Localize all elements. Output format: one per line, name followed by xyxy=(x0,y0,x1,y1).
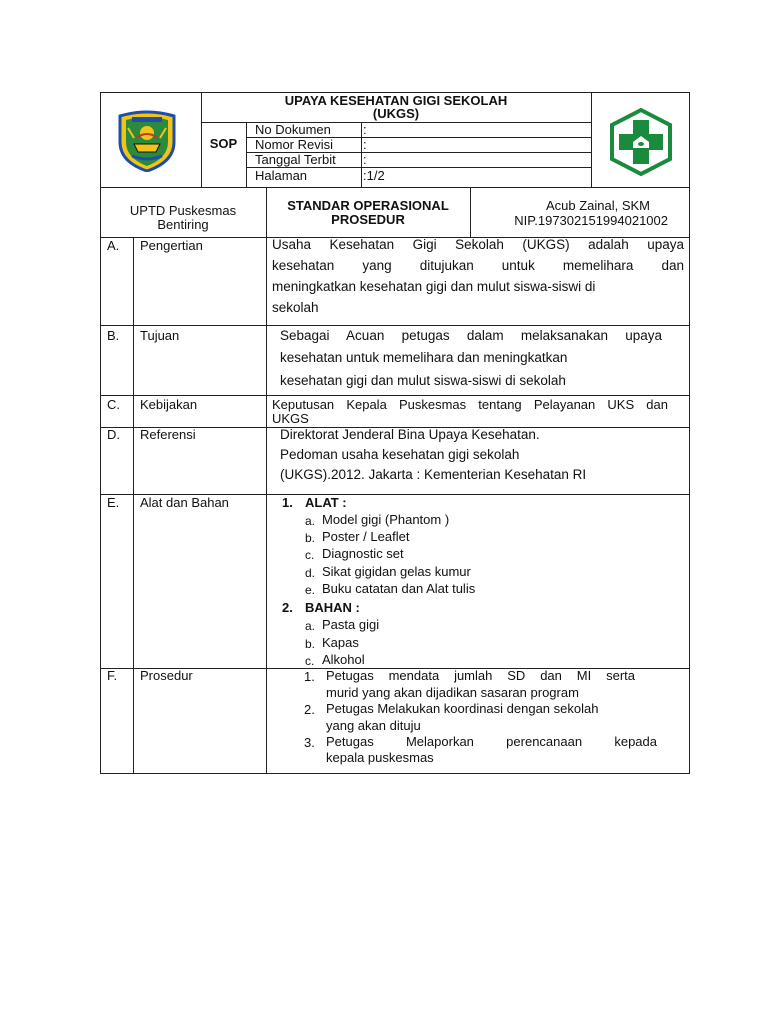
section-a-line: sekolah xyxy=(272,300,319,315)
section-d-line: Direktorat Jenderal Bina Upaya Kesehatan. xyxy=(280,427,540,442)
procedure-step-number: 1. xyxy=(304,669,315,684)
bahan-item-marker: a. xyxy=(305,619,316,633)
procedure-step: murid yang akan dijadikan sasaran program xyxy=(326,685,579,700)
signatory-name: Acub Zainal, SKM xyxy=(545,198,650,213)
standard-title: STANDAR OPERASIONAL xyxy=(287,198,449,213)
meta-label-nomor-revisi: Nomor Revisi xyxy=(255,137,334,152)
bahan-number: 2. xyxy=(282,600,293,615)
bahan-item: Kapas xyxy=(322,635,359,650)
section-b-line: kesehatan gigi dan mulut siswa-siswi di sekolah xyxy=(280,373,566,388)
page-title-sub: (UKGS) xyxy=(372,106,420,121)
section-d-letter: D. xyxy=(107,427,120,442)
alat-item: Poster / Leaflet xyxy=(322,529,410,544)
sop-label: SOP xyxy=(209,136,238,151)
section-f-label: Prosedur xyxy=(140,668,193,683)
meta-label-tanggal-terbit: Tanggal Terbit xyxy=(255,152,336,167)
section-d-line: (UKGS).2012. Jakarta : Kementerian Kesehatan RI xyxy=(280,467,587,482)
bahan-item: Pasta gigi xyxy=(322,617,380,632)
unit-name: UPTD Puskesmas xyxy=(129,203,237,218)
procedure-step: yang akan dituju xyxy=(326,718,421,733)
section-b-line: kesehatan untuk memelihara dan meningkatkan xyxy=(280,350,568,365)
bahan-heading: BAHAN : xyxy=(305,600,360,615)
procedure-step: Petugas mendata jumlah SD dan MI serta xyxy=(326,668,635,683)
procedure-step-number: 2. xyxy=(304,702,315,717)
alat-item: Diagnostic set xyxy=(322,546,404,561)
section-a-letter: A. xyxy=(107,238,120,253)
meta-label-halaman: Halaman xyxy=(255,168,308,183)
regional-coat-of-arms-logo xyxy=(114,108,180,172)
procedure-step: kepala puskesmas xyxy=(326,750,434,765)
alat-number: 1. xyxy=(282,495,293,510)
section-e-label: Alat dan Bahan xyxy=(140,495,229,510)
meta-value-halaman: :1/2 xyxy=(363,168,385,183)
section-a-line: Usaha Kesehatan Gigi Sekolah (UKGS) adalah upaya xyxy=(272,237,684,252)
signatory-nip: NIP.197302151994021002 xyxy=(514,213,668,228)
bahan-item-marker: c. xyxy=(305,654,315,668)
section-d-label: Referensi xyxy=(140,427,196,442)
page-title: UPAYA KESEHATAN GIGI SEKOLAH xyxy=(284,93,508,108)
meta-value-nomor-revisi: : xyxy=(363,137,367,152)
alat-item-marker: c. xyxy=(305,548,315,562)
section-d-line: Pedoman usaha kesehatan gigi sekolah xyxy=(280,447,520,462)
section-c-letter: C. xyxy=(107,397,120,412)
section-b-line: Sebagai Acuan petugas dalam melaksanakan upaya xyxy=(280,328,662,343)
alat-item: Buku catatan dan Alat tulis xyxy=(322,581,476,596)
meta-value-no-dokumen: : xyxy=(363,122,367,137)
alat-item: Sikat gigidan gelas kumur xyxy=(322,564,471,579)
alat-item-marker: b. xyxy=(305,531,316,545)
section-e-letter: E. xyxy=(107,495,120,510)
alat-item-marker: a. xyxy=(305,514,316,528)
section-c-line: Keputusan Kepala Puskesmas tentang Pelayanan UKS dan xyxy=(272,397,668,412)
unit-name-sub: Bentiring xyxy=(157,217,209,232)
section-a-line: meningkatkan kesehatan gigi dan mulut siswa-siswi di xyxy=(272,279,596,294)
procedure-step-number: 3. xyxy=(304,735,315,750)
alat-item-marker: d. xyxy=(305,566,316,580)
standard-title-sub: PROSEDUR xyxy=(331,212,405,227)
section-b-letter: B. xyxy=(107,328,120,343)
section-f-letter: F. xyxy=(107,668,118,683)
procedure-step: Petugas Melakukan koordinasi dengan sekolah xyxy=(326,701,599,716)
procedure-step: Petugas Melaporkan perencanaan kepada xyxy=(326,734,657,749)
meta-label-no-dokumen: No Dokumen xyxy=(255,122,331,137)
bahan-item-marker: b. xyxy=(305,637,316,651)
section-c-line: UKGS xyxy=(272,411,309,426)
alat-item: Model gigi (Phantom ) xyxy=(322,512,450,527)
section-b-label: Tujuan xyxy=(140,328,180,343)
alat-heading: ALAT : xyxy=(305,495,347,510)
section-a-label: Pengertian xyxy=(140,238,203,253)
section-a-line: kesehatan yang ditujukan untuk memelihara dan xyxy=(272,258,684,273)
section-c-label: Kebijakan xyxy=(140,397,198,412)
puskesmas-cross-logo xyxy=(607,108,675,176)
bahan-item: Alkohol xyxy=(322,652,365,667)
meta-value-tanggal-terbit: : xyxy=(363,152,367,167)
alat-item-marker: e. xyxy=(305,583,316,597)
